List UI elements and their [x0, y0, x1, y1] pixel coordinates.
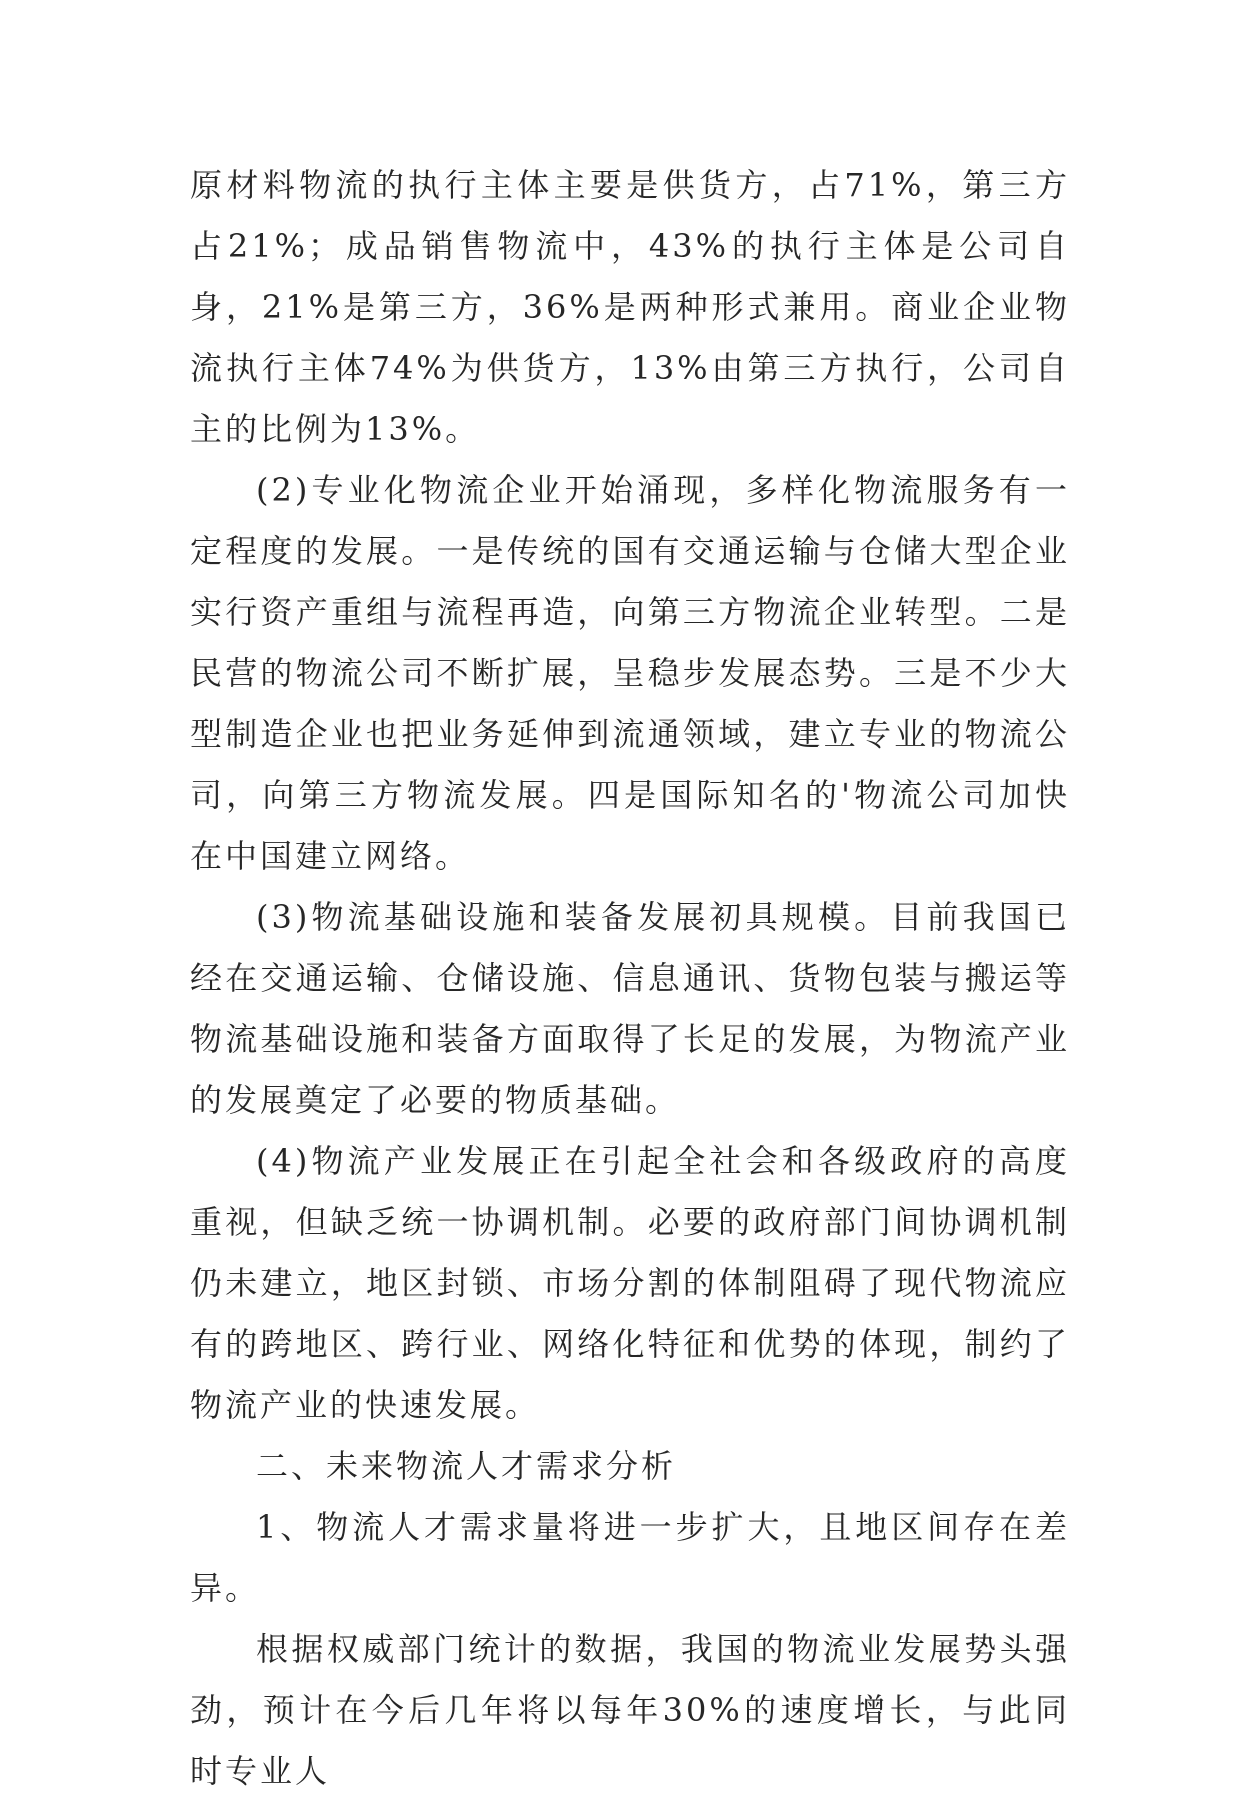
paragraph-specialized-logistics: (2)专业化物流企业开始涌现，多样化物流服务有一定程度的发展。一是传统的国有交通运输与仓储大型企业实行资产重组与流程再造，向第三方物流企业转型。二是民营的物流公司不断扩展，呈稳步发展态势。三是不少大型制造企业也把业务延伸到流通领域，建立专业的物流公司，向第三方物流发展。四是国际知名的'物流公司加快在中国建立网络。 — [190, 471, 1070, 875]
section-heading-talent-demand: 二、未来物流人才需求分析 — [256, 1447, 677, 1485]
document-body — [190, 155, 1070, 1802]
paragraph-execution-subjects: 原材料物流的执行主体主要是供货方，占71%，第三方占21%；成品销售物流中，43%的执行主体是公司自身，21%是第三方，36%是两种形式兼用。商业企业物流执行主体74%为供货方，13%由第三方执行，公司自主的比例为13%。 — [190, 166, 1070, 448]
paragraph-infrastructure: (3)物流基础设施和装备发展初具规模。目前我国已经在交通运输、仓储设施、信息通讯、货物包装与搬运等物流基础设施和装备方面取得了长足的发展，为物流产业的发展奠定了必要的物质基础。 — [190, 898, 1070, 1119]
paragraph-growth-statistics: 根据权威部门统计的数据，我国的物流业发展势头强劲，预计在今后几年将以每年30%的速度增长，与此同时专业人 — [190, 1630, 1070, 1790]
subheading-demand-expansion: 1、物流人才需求量将进一步扩大，且地区间存在差异。 — [190, 1508, 1070, 1607]
paragraph-government-attention: (4)物流产业发展正在引起全社会和各级政府的高度重视，但缺乏统一协调机制。必要的政府部门间协调机制仍未建立，地区封锁、市场分割的体制阻碍了现代物流应有的跨地区、跨行业、网络化特征和优势的体现，制约了物流产业的快速发展。 — [190, 1142, 1070, 1424]
